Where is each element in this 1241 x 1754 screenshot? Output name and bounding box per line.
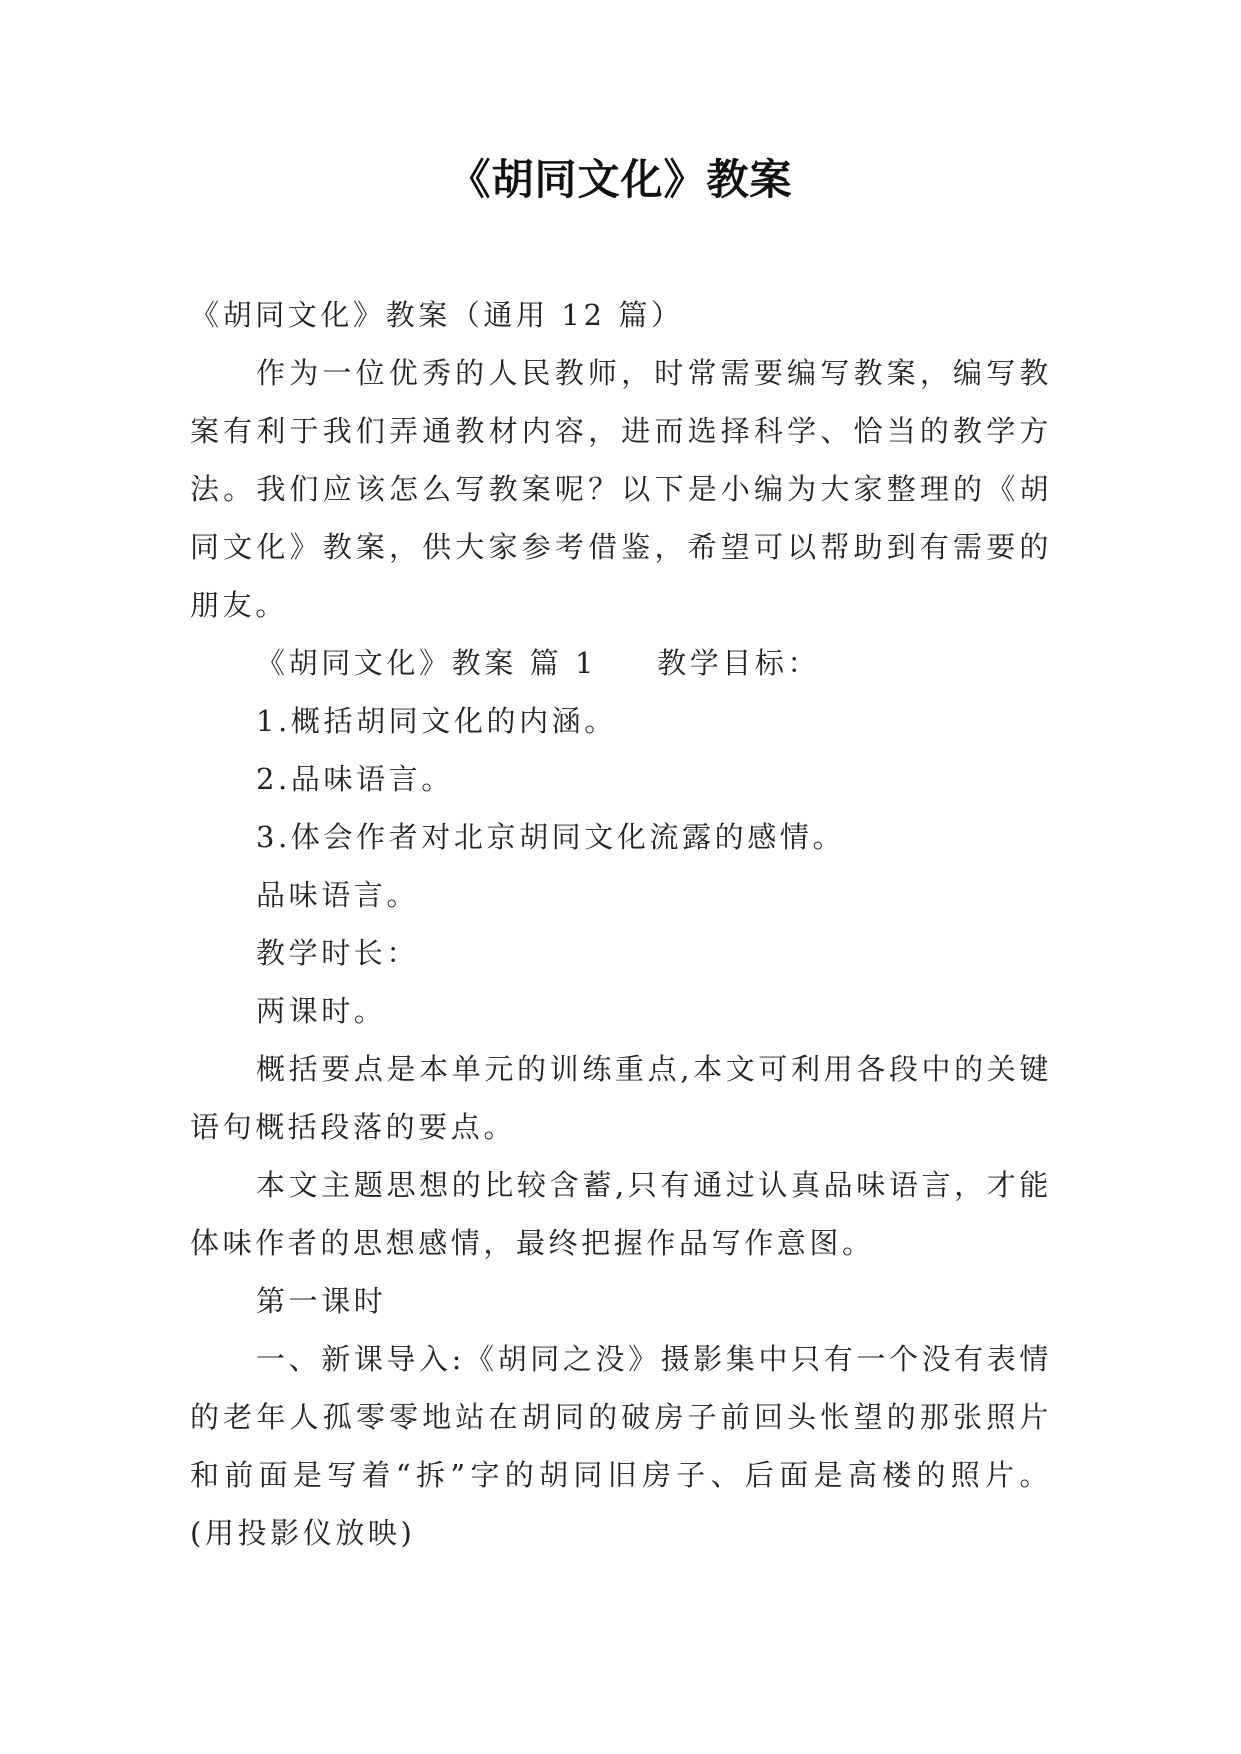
section-heading-goals: 教学目标： <box>657 646 821 680</box>
intro-paragraph: 作为一位优秀的人民教师，时常需要编写教案，编写教案有利于我们弄通教材内容，进而选择科学、恰当的教学方法。我们应该怎么写教案呢？以下是小编为大家整理的《胡同文化》教案，供大家参考借鉴，希望可以帮助到有需要的朋友。 <box>190 356 1052 622</box>
lesson-heading: 第一课时 <box>256 1284 387 1318</box>
section-heading <box>190 634 1052 692</box>
goal-item-2: 2.品味语言。 <box>256 762 454 796</box>
key-point-paragraph: 品味语言。 <box>256 878 420 912</box>
section-heading-title: 《胡同文化》教案 篇 1 <box>256 646 598 680</box>
goal-item-1: 1.概括胡同文化的内涵。 <box>256 704 617 738</box>
goal-item-3: 3.体会作者对北京胡同文化流露的感情。 <box>256 820 846 854</box>
theme-paragraph: 本文主题思想的比较含蓄,只有通过认真品味语言，才能体味作者的思想感情，最终把握作品写作意图。 <box>190 1168 1052 1260</box>
intro-step-paragraph: 一、新课导入:《胡同之没》摄影集中只有一个没有表情的老年人孤零零地站在胡同的破房子前回头怅望的那张照片和前面是写着“拆”字的胡同旧房子、后面是高楼的照片。(用投影仪放映) <box>190 1342 1052 1550</box>
document-subtitle: 《胡同文化》教案（通用 12 篇） <box>190 298 684 332</box>
duration-value: 两课时。 <box>256 994 387 1028</box>
page-title: 《胡同文化》教案 <box>448 155 793 204</box>
summary-paragraph: 概括要点是本单元的训练重点,本文可利用各段中的关键语句概括段落的要点。 <box>190 1052 1052 1144</box>
document-body <box>190 286 1052 1562</box>
duration-label: 教学时长： <box>256 936 420 970</box>
